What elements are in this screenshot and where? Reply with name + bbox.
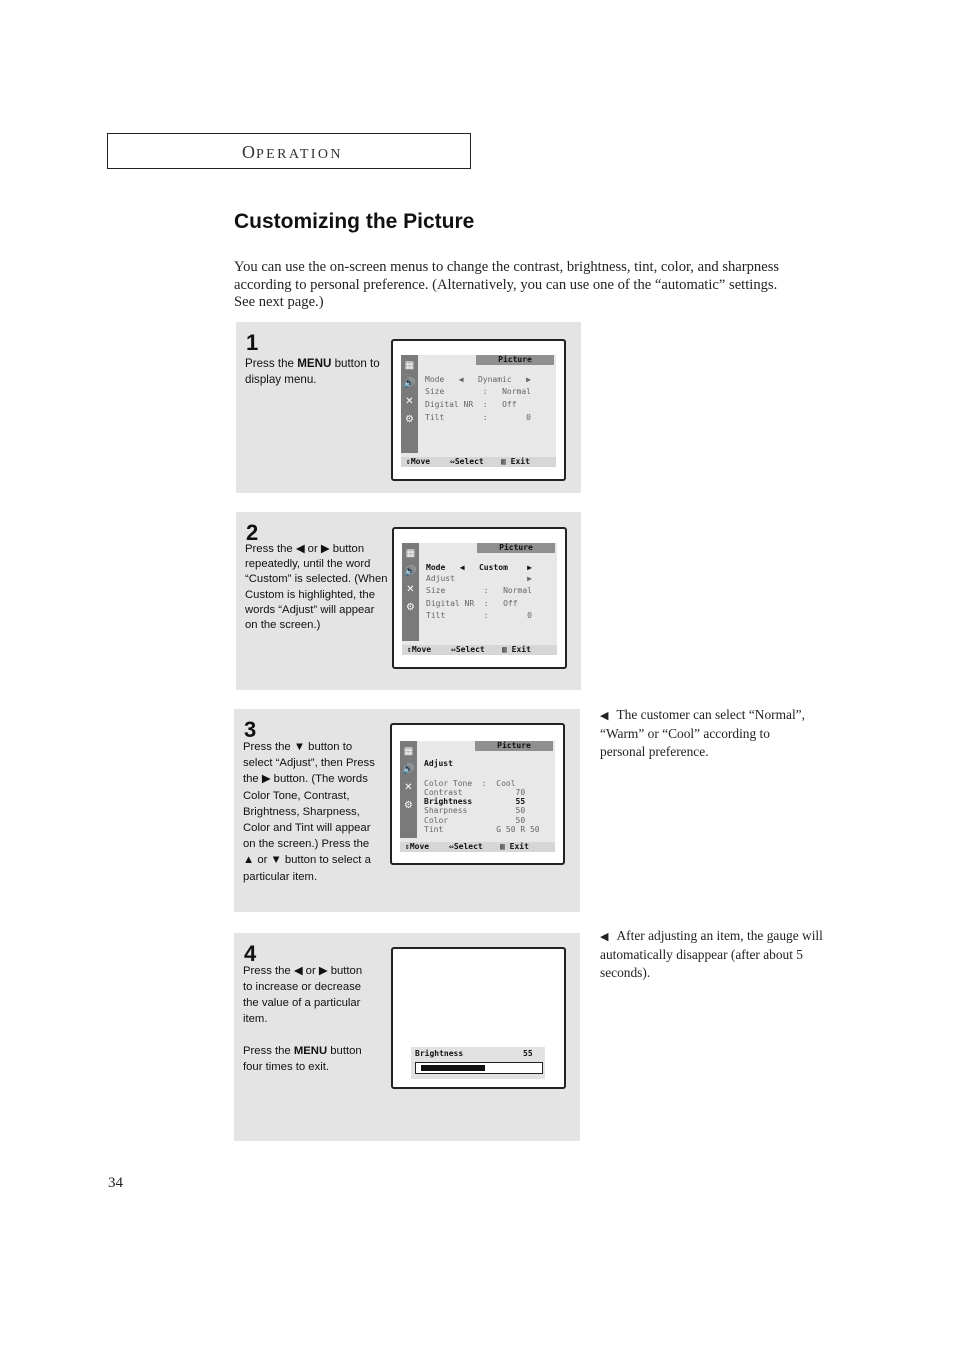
channel-icon: ✕ bbox=[406, 584, 415, 595]
move-hint: ⇕Move bbox=[407, 645, 432, 654]
move-label: Move bbox=[411, 645, 432, 654]
picture-icon: ▦ bbox=[403, 746, 414, 757]
step-text-part: Press the bbox=[243, 1045, 294, 1057]
tv-screen bbox=[391, 339, 566, 481]
osd-row: Sharpness 50 bbox=[424, 806, 526, 815]
osd-footer bbox=[401, 457, 556, 467]
osd-icon-bar bbox=[402, 543, 419, 641]
step-3-panel bbox=[234, 709, 580, 912]
gauge-track bbox=[415, 1062, 543, 1074]
exit-label: Exit bbox=[510, 457, 530, 466]
channel-icon: ✕ bbox=[404, 782, 413, 793]
channel-icon: ✕ bbox=[405, 396, 414, 407]
sound-icon: 🔊 bbox=[402, 764, 415, 775]
tv-screen bbox=[391, 947, 566, 1089]
select-label: Select bbox=[454, 457, 484, 466]
section-header-rest: PERATION bbox=[256, 147, 343, 162]
osd-row: Size : Normal bbox=[425, 387, 531, 396]
gauge-label: Brightness bbox=[415, 1049, 464, 1058]
osd-row-selected: Mode ◀ Custom ▶ bbox=[426, 563, 532, 572]
menu-exit-icon: ▥ bbox=[501, 457, 506, 466]
step-2-panel bbox=[236, 512, 581, 690]
section-header-box bbox=[107, 133, 471, 169]
menu-keyword: MENU bbox=[297, 357, 332, 370]
osd-row: Size : Normal bbox=[426, 586, 532, 595]
osd-row-selected: Brightness 55 bbox=[424, 797, 526, 806]
osd-icon-bar bbox=[401, 355, 418, 453]
step-number: 4 bbox=[244, 941, 257, 966]
exit-label: Exit bbox=[511, 645, 531, 654]
osd-title: Picture bbox=[475, 741, 553, 751]
osd-menu bbox=[402, 543, 557, 655]
osd-title: Picture bbox=[477, 543, 555, 553]
side-note-text: After adjusting an item, the gauge will automatically disappear (after about 5 seconds). bbox=[600, 928, 823, 980]
menu-keyword: MENU bbox=[293, 1045, 328, 1057]
osd-row: Mode ◀ Dynamic ▶ bbox=[425, 375, 531, 384]
osd-title: Picture bbox=[476, 355, 554, 365]
osd-row: Tilt : 0 bbox=[426, 611, 532, 620]
pointer-arrow-icon: ◀ bbox=[600, 709, 609, 722]
move-label: Move bbox=[409, 842, 430, 851]
exit-label: Exit bbox=[509, 842, 529, 851]
step-text bbox=[245, 356, 387, 388]
step-number: 2 bbox=[246, 520, 259, 545]
osd-row: Digital NR : Off bbox=[425, 400, 517, 409]
step-number: 3 bbox=[244, 717, 257, 742]
sound-icon: 🔊 bbox=[403, 378, 416, 389]
step-text-part: button four times to exit. bbox=[243, 1045, 362, 1073]
step-1-panel bbox=[236, 322, 581, 493]
step-number: 1 bbox=[246, 330, 259, 355]
step-4-panel bbox=[234, 933, 580, 1141]
menu-exit-icon: ▥ bbox=[502, 645, 507, 654]
move-hint: ⇕Move bbox=[406, 457, 431, 466]
osd-row: Tint G 50 R 50 bbox=[424, 825, 540, 834]
osd-footer bbox=[400, 842, 555, 852]
step-text: Press the ◀ or ▶ button to increase or decrease the value of a particular item. bbox=[243, 965, 363, 1025]
step-text-part: Press the bbox=[245, 357, 298, 370]
step-text-part: button to display menu. bbox=[245, 357, 380, 386]
section-header-initial: O bbox=[242, 142, 256, 162]
tv-screen bbox=[390, 723, 565, 865]
side-note bbox=[600, 927, 825, 982]
move-label: Move bbox=[410, 457, 431, 466]
exit-hint bbox=[502, 645, 531, 655]
osd-adjust-heading: Adjust bbox=[424, 759, 453, 768]
gauge-panel bbox=[411, 1047, 545, 1079]
osd-row: Tilt : 0 bbox=[425, 413, 531, 422]
step-text: Press the ◀ or ▶ button repeatedly, until the word “Custom” is selected. (When Custom is highlighted, the words “Adjust” will appear on the screen.) bbox=[245, 543, 388, 632]
gauge-fill bbox=[421, 1065, 485, 1071]
step-text bbox=[243, 1043, 373, 1075]
setup-icon: ⚙ bbox=[405, 414, 414, 425]
side-note bbox=[600, 706, 810, 761]
page-title: Customizing the Picture bbox=[234, 210, 475, 233]
picture-icon: ▦ bbox=[404, 360, 415, 371]
osd-row: Color Tone : Cool bbox=[424, 779, 516, 788]
exit-hint bbox=[500, 842, 529, 852]
tv-screen bbox=[392, 527, 567, 669]
menu-exit-icon: ▥ bbox=[500, 842, 505, 851]
side-note-text: The customer can select “Normal”, “Warm” or “Cool” according to personal preference. bbox=[600, 707, 805, 759]
exit-hint bbox=[501, 457, 530, 467]
osd-menu bbox=[400, 741, 555, 852]
select-hint: ⇔Select bbox=[451, 645, 485, 654]
setup-icon: ⚙ bbox=[404, 800, 413, 811]
intro-paragraph: You can use the on-screen menus to change the contrast, brightness, tint, color, and sharpness according to personal preference. (Alternatively, you can use one of the “automatic” settings. See next page.) bbox=[234, 259, 780, 311]
gauge-value: 55 bbox=[523, 1049, 533, 1058]
pointer-arrow-icon: ◀ bbox=[600, 930, 609, 943]
page-number: 34 bbox=[108, 1175, 123, 1191]
osd-row: Color 50 bbox=[424, 816, 526, 825]
osd-icon-bar bbox=[400, 741, 417, 838]
select-label: Select bbox=[455, 645, 485, 654]
select-hint: ⇔Select bbox=[450, 457, 484, 466]
osd-row: Adjust ▶ bbox=[426, 574, 532, 583]
select-label: Select bbox=[453, 842, 483, 851]
sound-icon: 🔊 bbox=[404, 566, 417, 577]
osd-footer bbox=[402, 645, 557, 655]
osd-row: Digital NR : Off bbox=[426, 599, 518, 608]
setup-icon: ⚙ bbox=[406, 602, 415, 613]
section-header bbox=[242, 142, 343, 163]
select-hint: ⇔Select bbox=[449, 842, 483, 851]
osd-row: Contrast 70 bbox=[424, 788, 526, 797]
picture-icon: ▦ bbox=[405, 548, 416, 559]
osd-menu bbox=[401, 355, 556, 467]
move-hint: ⇕Move bbox=[405, 842, 430, 851]
step-text: Press the ▼ button to select “Adjust”, then Press the ▶ button. (The words Color Tone, Contrast, Brightness, Sharpness, Color and Tint will appear on the screen.) Press the ▲ or ▼ button to select a particular item. bbox=[243, 741, 375, 883]
